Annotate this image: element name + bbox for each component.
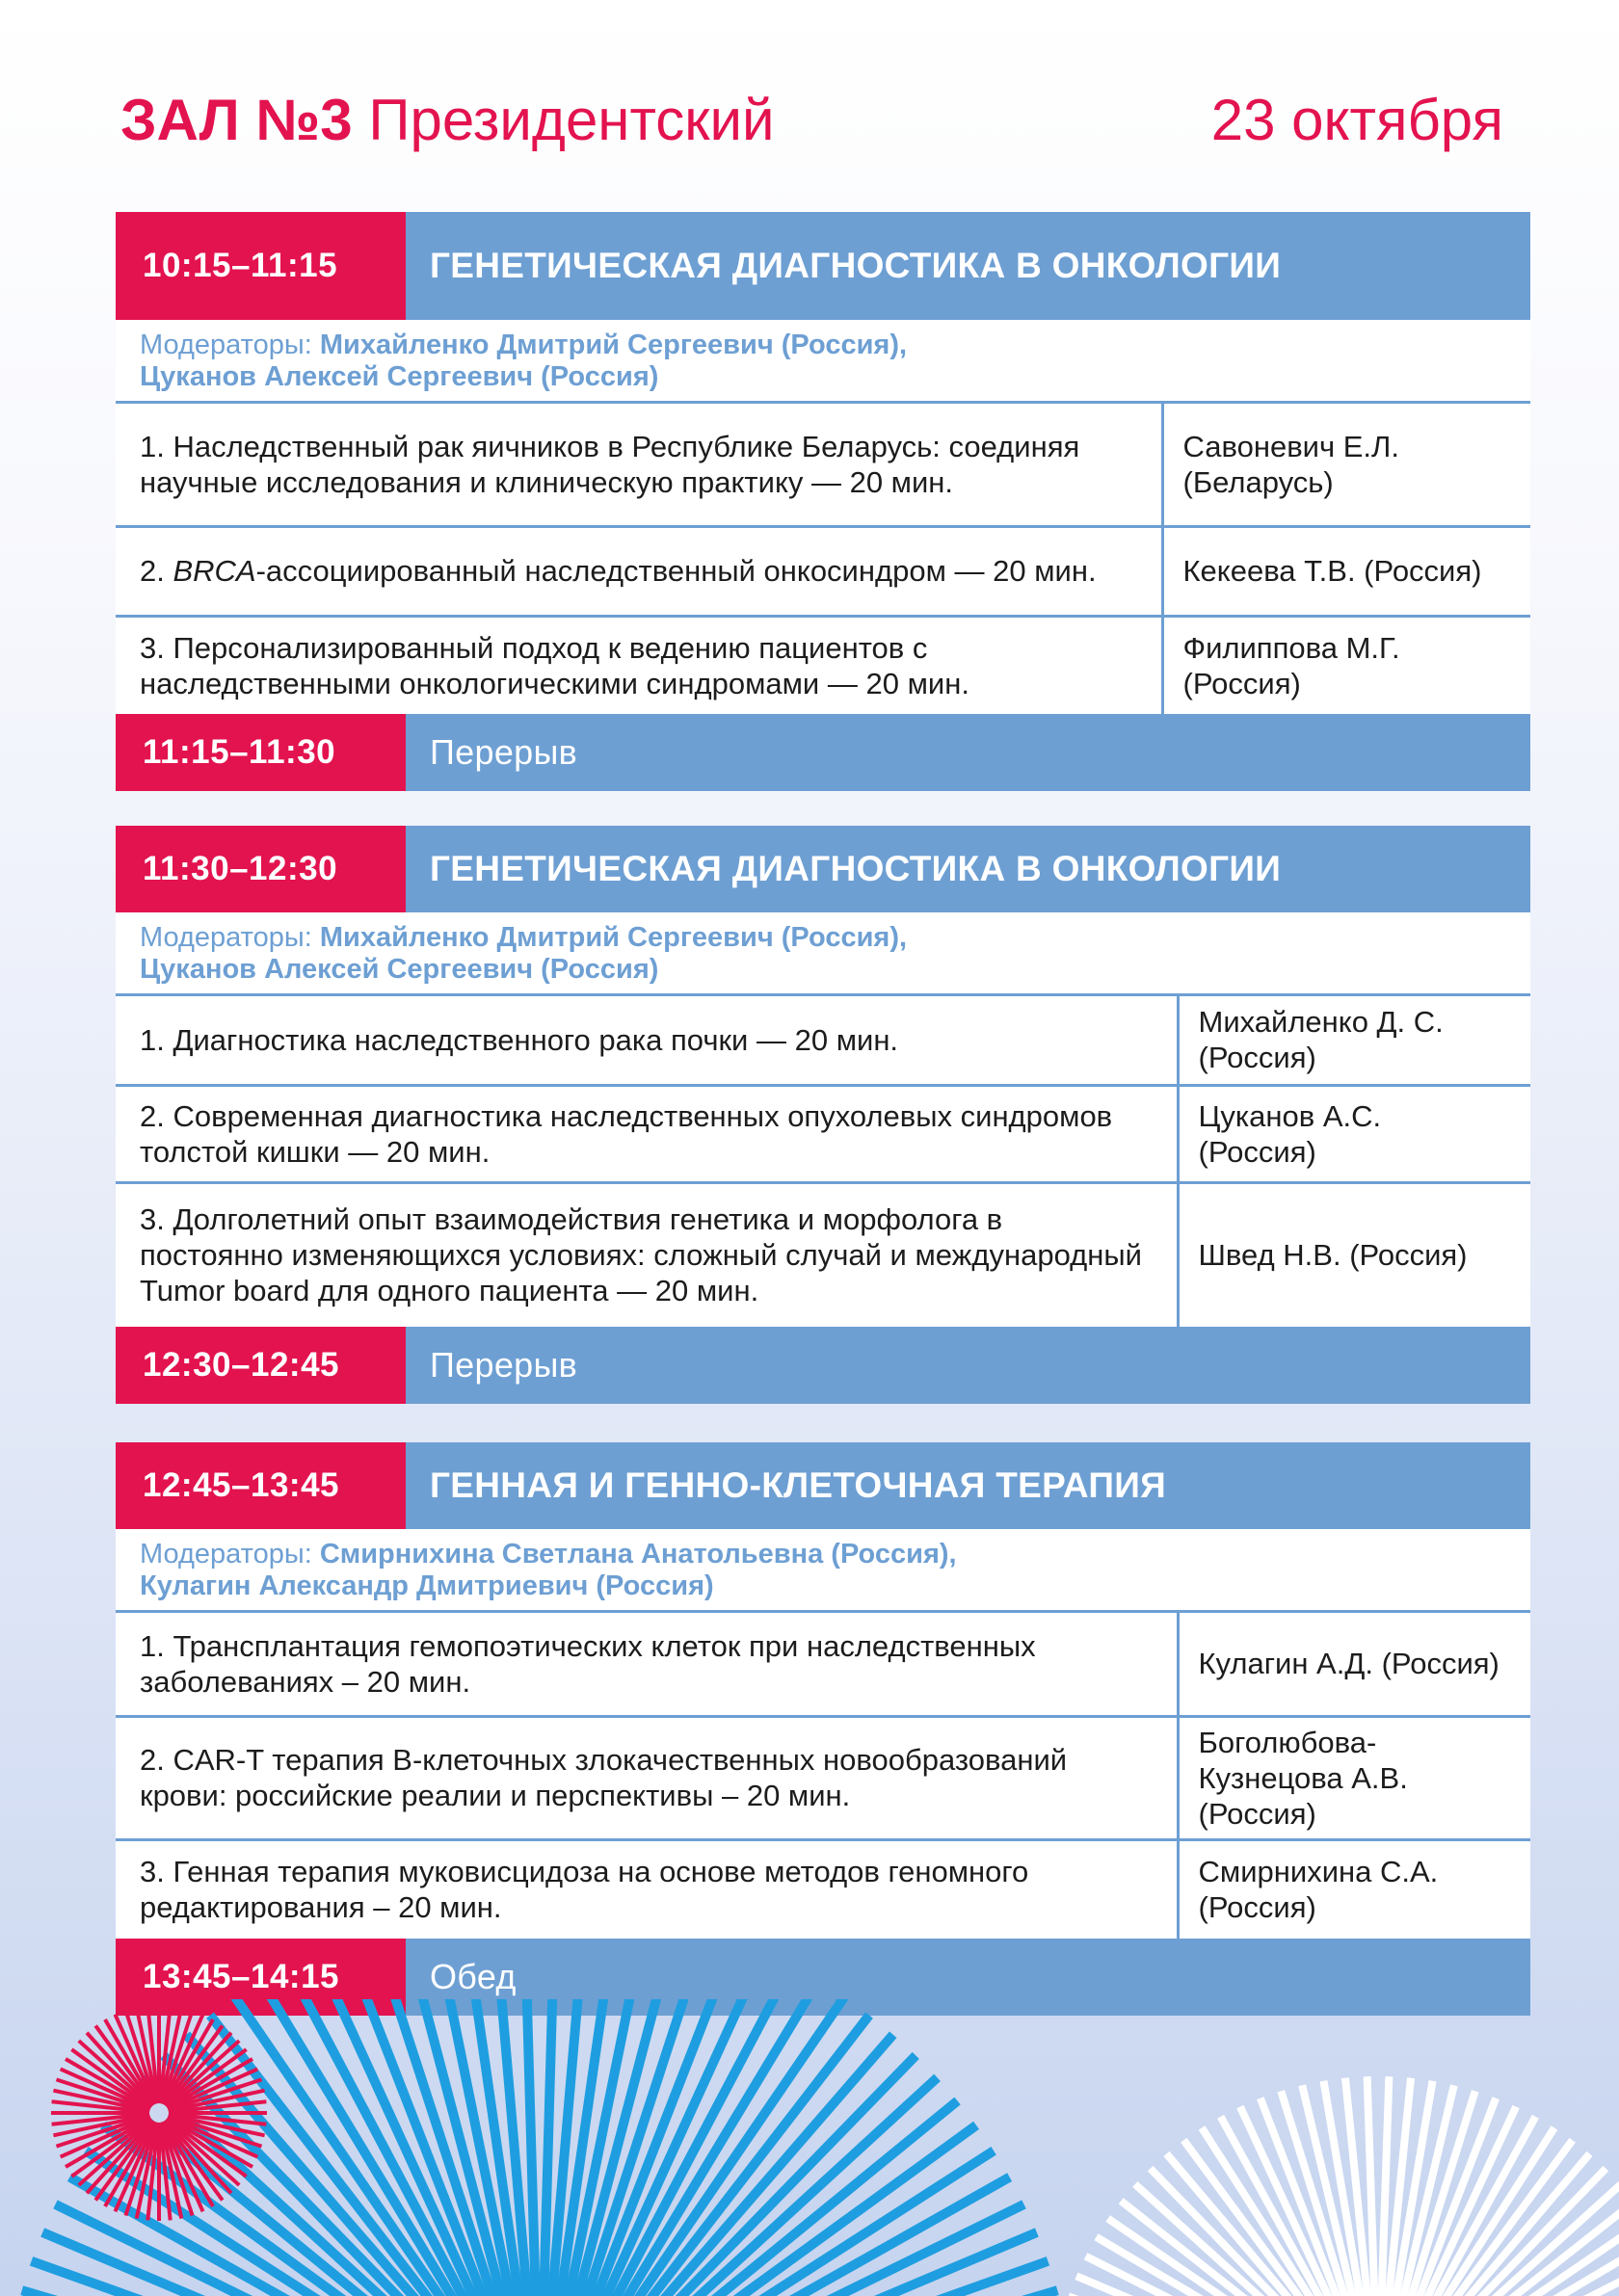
break-label: Перерыв [406, 1327, 1530, 1404]
moderator-name: Цуканов Алексей Сергеевич (Россия) [140, 361, 659, 392]
talk-speaker: Михайленко Д. С. (Россия) [1178, 996, 1530, 1085]
break-label: Перерыв [406, 714, 1530, 791]
moderator-name: Смирнихина Светлана Анатольевна (Россия), [319, 1539, 957, 1570]
session-title: ГЕННАЯ И ГЕННО-КЛЕТОЧНАЯ ТЕРАПИЯ [406, 1442, 1530, 1529]
talk-speaker: Боголюбова-Кузнецова А.В. (Россия) [1178, 1716, 1530, 1839]
session-block-3 [116, 1442, 1530, 2016]
talk-row [116, 1085, 1530, 1182]
talk-number: 2. [140, 554, 173, 588]
talk-row [116, 404, 1530, 526]
talk-title: 3. Генная терапия муковисцидоза на основе методов геномного редактирования – 20 мин. [116, 1839, 1178, 1939]
hall-name: Президентский [368, 88, 775, 152]
hall-number: ЗАЛ №3 [120, 88, 353, 152]
event-date: 23 октября [1210, 88, 1503, 152]
gene-name: BRCA [173, 554, 256, 588]
session-header [116, 826, 1530, 912]
session-block-1 [116, 212, 1530, 791]
moderator-name: Кулагин Александр Дмитриевич (Россия) [140, 1570, 714, 1601]
moderators [116, 320, 1530, 404]
ray-line [1380, 2076, 1389, 2296]
session-title: ГЕНЕТИЧЕСКАЯ ДИАГНОСТИКА В ОНКОЛОГИИ [406, 212, 1530, 320]
moderators [116, 912, 1530, 996]
page-header [116, 77, 1503, 164]
talks-table [116, 996, 1530, 1327]
break-label: Обед [406, 1939, 1530, 2016]
session-title: ГЕНЕТИЧЕСКАЯ ДИАГНОСТИКА В ОНКОЛОГИИ [406, 826, 1530, 912]
break-bar [116, 714, 1530, 791]
talk-title: 1. Диагностика наследственного рака почки — 20 мин. [140, 1022, 899, 1057]
talk-speaker: Филиппова М.Г. (Россия) [1162, 616, 1530, 714]
talk-row [116, 1182, 1530, 1327]
white-sunburst [1050, 2076, 1619, 2296]
break-time: 11:15–11:30 [116, 714, 406, 791]
talks-table [116, 1613, 1530, 1939]
talk-title-rest: -ассоциированный наследственный онкосиндром — 20 мин. [255, 554, 1097, 588]
talk-speaker: Кулагин А.Д. (Россия) [1178, 1613, 1530, 1716]
decorative-rays [0, 1999, 1619, 2296]
talk-title: 1. Трансплантация гемопоэтических клеток при наследственных заболеваниях – 20 мин. [140, 1628, 1036, 1699]
ray-line [1367, 2076, 1376, 2296]
session-time: 12:45–13:45 [116, 1442, 406, 1529]
talk-title: 1. Наследственный рак яичников в Республике Беларусь: соединяя научные исследования и клиническую практику — 20 мин. [140, 429, 1080, 499]
moderators [116, 1529, 1530, 1613]
talk-row [116, 526, 1530, 616]
moderators-label: Модераторы: [140, 1539, 312, 1570]
talk-speaker: Кекеева Т.В. (Россия) [1162, 526, 1530, 616]
session-time: 10:15–11:15 [116, 212, 406, 320]
talk-row [116, 1839, 1530, 1939]
talk-row [116, 616, 1530, 714]
moderator-name: Цуканов Алексей Сергеевич (Россия) [140, 954, 659, 985]
moderators-label: Модераторы: [140, 330, 312, 360]
session-time: 11:30–12:30 [116, 826, 406, 912]
talk-title: 3. Долголетний опыт взаимодействия генетика и морфолога в постоянно изменяющихся условиях: сложный случай и международный Tumor board для одного пациента — 20 мин. [116, 1182, 1178, 1327]
session-header [116, 1442, 1530, 1529]
talk-title: 3. Персонализированный подход к ведению пациентов с наследственными онкологическими синдромами — 20 мин. [116, 616, 1162, 714]
talk-row [116, 996, 1530, 1085]
talks-table [116, 404, 1530, 714]
talk-speaker: Цуканов А.С. (Россия) [1178, 1085, 1530, 1182]
talk-speaker: Швед Н.В. (Россия) [1178, 1182, 1530, 1327]
talk-row [116, 1613, 1530, 1716]
talk-row [116, 1716, 1530, 1839]
moderator-name: Михайленко Дмитрий Сергеевич (Россия), [319, 330, 908, 360]
session-block-2 [116, 826, 1530, 1404]
moderators-label: Модераторы: [140, 922, 312, 953]
talk-speaker: Смирнихина С.А. (Россия) [1178, 1839, 1530, 1939]
break-bar [116, 1327, 1530, 1404]
break-time: 13:45–14:15 [116, 1939, 406, 2016]
talk-speaker: Савоневич Е.Л. (Беларусь) [1162, 404, 1530, 526]
session-header [116, 212, 1530, 320]
talk-title: 2. Современная диагностика наследственных опухолевых синдромов толстой кишки — 20 мин. [116, 1085, 1178, 1182]
moderator-name: Михайленко Дмитрий Сергеевич (Россия), [319, 922, 908, 953]
break-time: 12:30–12:45 [116, 1327, 406, 1404]
talk-title [116, 526, 1162, 616]
hall-title [120, 77, 775, 164]
talk-title: 2. CAR-T терапия В-клеточных злокачественных новообразований крови: российские реалии и перспективы – 20 мин. [116, 1716, 1178, 1839]
